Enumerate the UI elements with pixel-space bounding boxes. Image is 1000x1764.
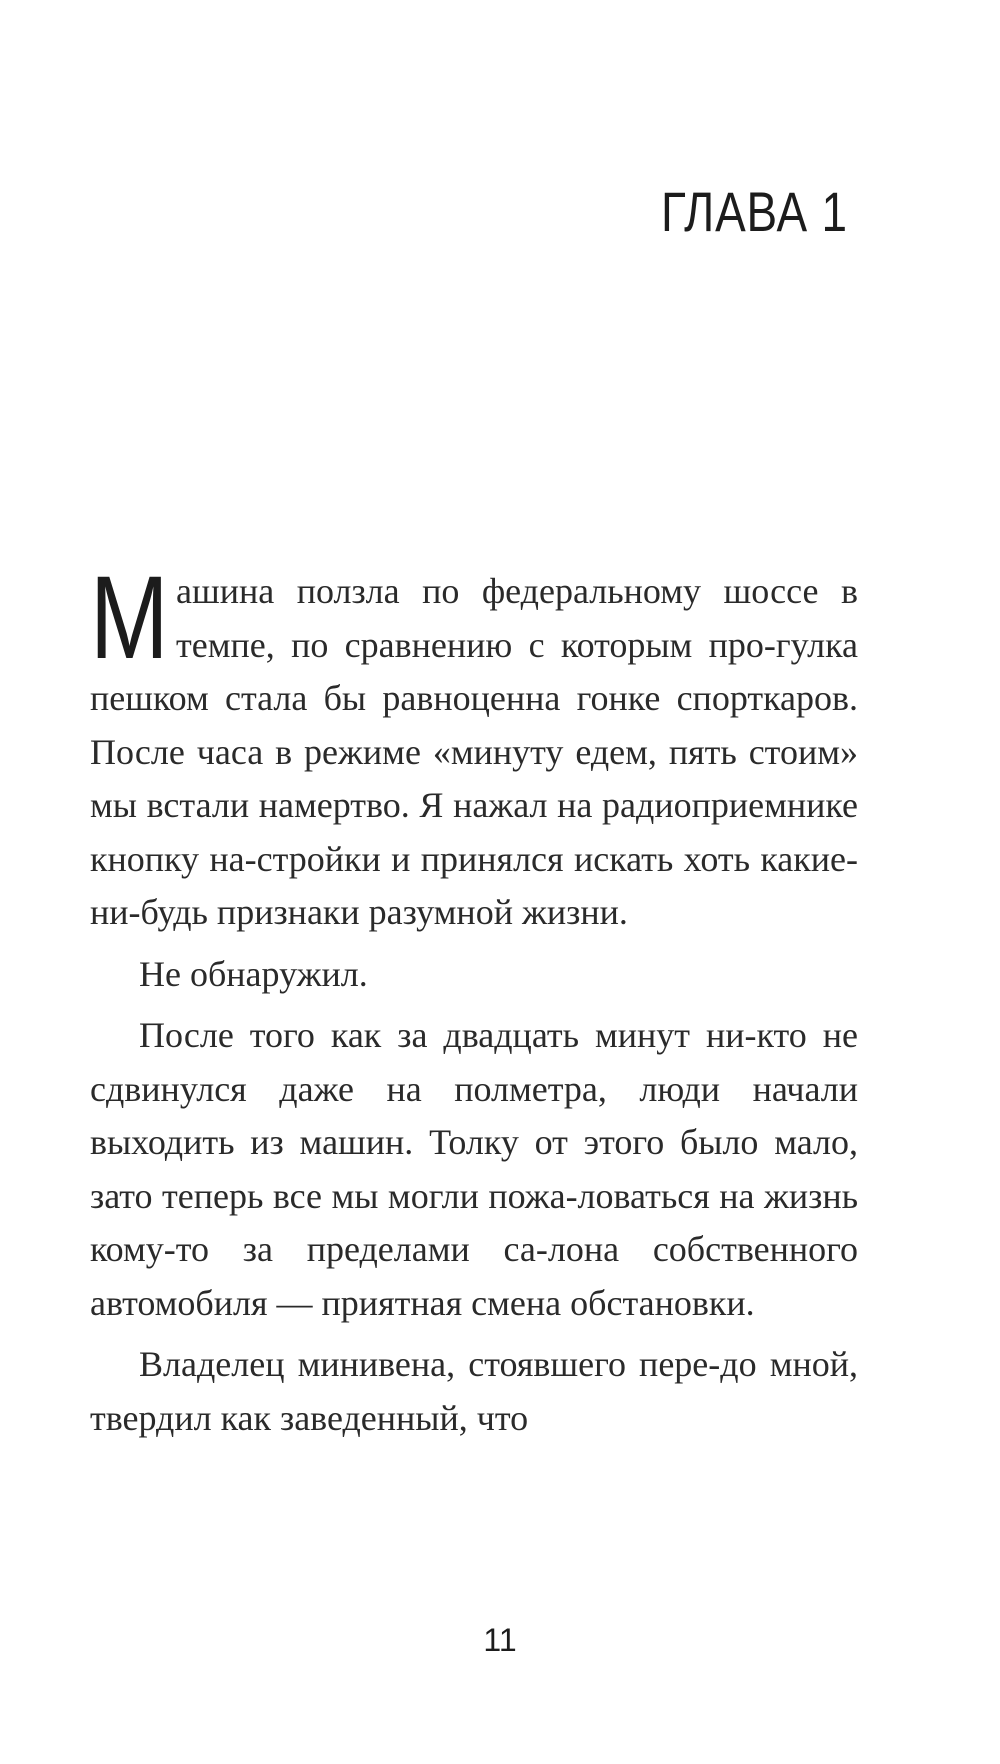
body-text (90, 552, 858, 1445)
paragraph: Не обнаружил. (139, 953, 368, 994)
paragraph-text: ашина ползла по федеральному шоссе в темпе, по сравнению с которым про-гулка пешком стала бы равноценна гонке спорткаров. После часа в режиме «минуту едем, пять стоим» мы встали намертво. Я нажал на радиоприемнике кнопку на-стройки и принялся искать хоть какие-ни-будь признаки разумной жизни. (90, 571, 858, 932)
drop-cap: М (90, 552, 169, 684)
paragraph: После того как за двадцать минут ни-кто не сдвинулся даже на полметра, люди начали выходить из машин. Толку от этого было мало, зато теперь все мы могли пожа-ловаться на жизнь кому-то за пределами са-лона собственного автомобиля — приятная смена обстановки. (90, 1015, 858, 1323)
page-number: 11 (483, 1622, 517, 1658)
paragraph: Владелец минивена, стоявшего пере-до мной, твердил как заведенный, что (90, 1344, 858, 1438)
chapter-title: ГЛАВА 1 (661, 180, 848, 243)
paragraph (90, 552, 858, 940)
